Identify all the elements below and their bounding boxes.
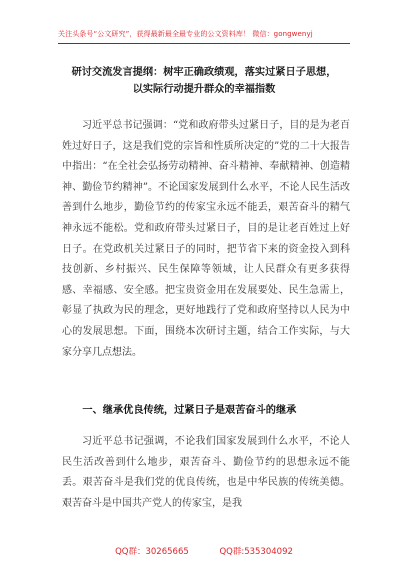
body-section-1 (62, 432, 350, 540)
document-title (58, 64, 350, 98)
paragraph-intro: 习近平总书记强调：“党和政府带头过紧日子，目的是为老百姓过好日子，这是我们党的宗旨和性质所决定的”党的二十大报告中指出：“在全社会弘扬劳动精神、奋斗精神、奉献精神、创造精神、勤俭节约精神”。不论国家发展到什么水平，不论人民生活改善到什么地步，勤俭节约的传家宝永远不能丢，艰苦奋斗的精气神永远不能松。党和政府带头过紧日子，目的是让老百姓过上好日子。在党政机关过紧日子的同时，把节省下来的资金投入到科技创新、乡村振兴、民生保障等领域，让人民群众有更多获得感、幸福感、安全感。把宝贵资金用在发展要处、民生急需上，彰显了执政为民的理念，更好地践行了党和政府坚持以人民为中心的发展思想。下面，围绕本次研讨主题，结合工作实际，与大家分享几点想法。 (62, 120, 350, 358)
title-line-1: 研讨交流发言提纲：树牢正确政绩观，落实过紧日子思想， (71, 66, 337, 78)
header-divider (58, 43, 350, 44)
footer (0, 545, 408, 557)
body-section-intro (62, 116, 350, 363)
section-heading-1: 一、继承优良传统，过紧日子是艰苦奋斗的继承 (82, 405, 297, 416)
title-line-2: 以实际行动提升群众的幸福指数 (132, 83, 276, 95)
paragraph-section-1: 习近平总书记强调，不论我们国家发展到什么水平，不论人民生活改善到什么地步，艰苦奋斗、勤俭节约的思想永远不能丢。艰苦奋斗是我们党的优良传统，也是中华民族的传统美德。艰苦奋斗是中国共产党人的传家宝，是我 (62, 436, 350, 509)
footer-qq-group-1: QQ群：30265665 (115, 547, 189, 557)
footer-qq-group-2: QQ群:535304092 (219, 547, 293, 557)
header-note: 关注头条号“公文研究”，获得最新最全最专业的公文资料库！ 微信：gongwenyj (58, 30, 313, 38)
